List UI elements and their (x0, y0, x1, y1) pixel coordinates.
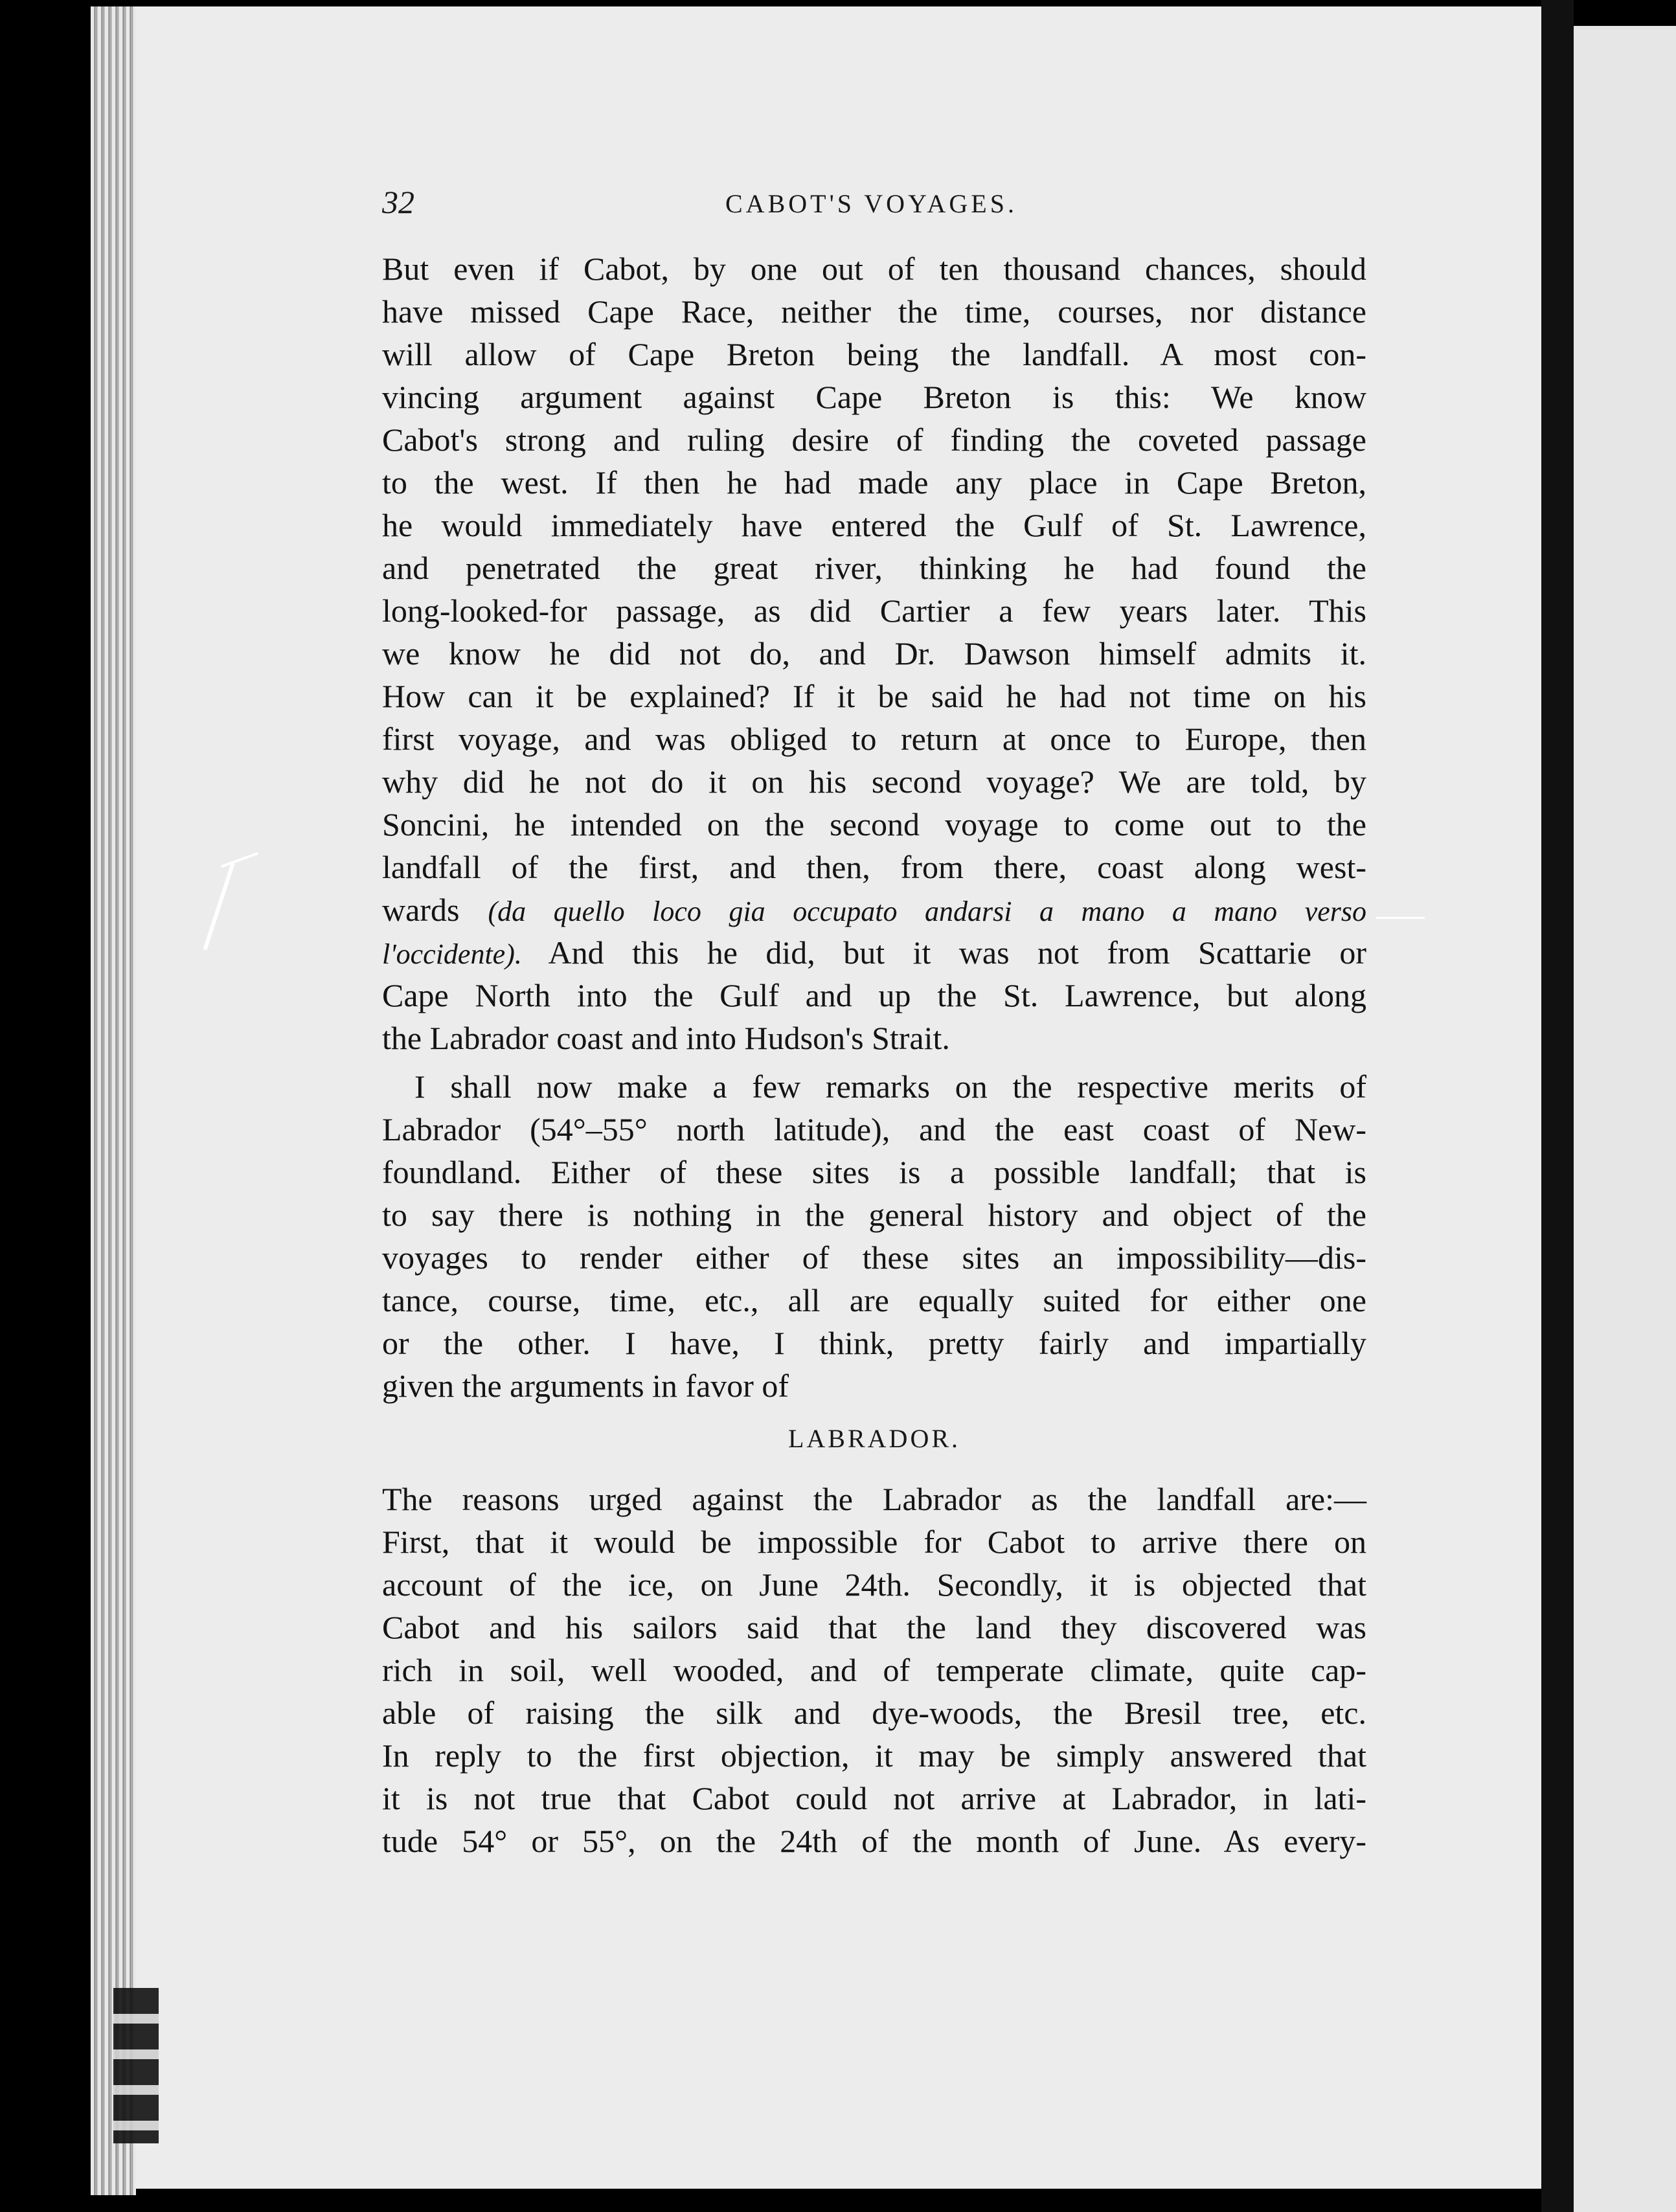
text-line: landfall of the first, and then, from there, coast along west- (382, 849, 1366, 885)
text-line: to say there is nothing in the general history and object of the (382, 1197, 1366, 1233)
text-line: have missed Cape Race, neither the time, courses, nor distance (382, 293, 1366, 330)
text-line: Cabot's strong and ruling desire of finding the coveted passage (382, 422, 1366, 458)
page-edges (91, 6, 136, 2195)
italic-quotation: l'occidente). (382, 938, 522, 970)
paragraph-2 (382, 1065, 1366, 1407)
running-title: CABOT'S VOYAGES. (725, 189, 1017, 218)
text-run: And this he did, but it was not from Scattarie or (548, 934, 1366, 971)
text-line-with-italic (382, 931, 1366, 974)
text-line-with-italic (382, 888, 1366, 931)
text-line: it is not true that Cabot could not arrive at Labrador, in lati- (382, 1780, 1366, 1816)
text-line: Cabot and his sailors said that the land they discovered was (382, 1609, 1366, 1645)
text-line: why did he not do it on his second voyage? We are told, by (382, 763, 1366, 800)
text-line: rich in soil, well wooded, and of temperate climate, quite cap- (382, 1652, 1366, 1688)
text-line: I shall now make a few remarks on the respective merits of (414, 1068, 1366, 1105)
text-line: Labrador (54°–55° north latitude), and the east coast of New- (382, 1111, 1366, 1147)
text-line: given the arguments in favor of (382, 1368, 789, 1404)
text-line: Soncini, he intended on the second voyage to come out to the (382, 806, 1366, 842)
text-run: wards (382, 892, 460, 928)
text-line: First, that it would be impossible for Cabot to arrive there on (382, 1524, 1366, 1560)
text-line: The reasons urged against the Labrador as the landfall are:— (382, 1481, 1366, 1517)
text-line: tude 54° or 55°, on the 24th of the month of June. As every- (382, 1823, 1366, 1859)
page-number: 32 (382, 184, 414, 220)
facing-page-edge (1574, 26, 1676, 2212)
text-line: will allow of Cape Breton being the landfall. A most con- (382, 336, 1366, 372)
text-line: or the other. I have, I think, pretty fairly and impartially (382, 1325, 1366, 1361)
text-line: vincing argument against Cape Breton is this: We know (382, 379, 1366, 415)
text-line: long-looked-for passage, as did Cartier a few years later. This (382, 592, 1366, 629)
text-line: the Labrador coast and into Hudson's Strait. (382, 1020, 950, 1056)
text-line: voyages to render either of these sites an impossibility—dis- (382, 1239, 1366, 1276)
italic-quotation: (da quello loco gia occupato andarsi a mano a mano verso (488, 896, 1367, 927)
text-line: But even if Cabot, by one out of ten thousand chances, should (382, 251, 1366, 287)
section-heading: LABRADOR. (787, 1424, 961, 1453)
text-line: we know he did not do, and Dr. Dawson himself admits it. (382, 635, 1366, 672)
text-line: first voyage, and was obliged to return at once to Europe, then (382, 721, 1366, 757)
text-line: account of the ice, on June 24th. Secondly, it is objected that (382, 1566, 1366, 1603)
gutter-shadow (1541, 0, 1574, 2212)
text-line: foundland. Either of these sites is a possible landfall; that is (382, 1154, 1366, 1190)
paragraph-3 (382, 1478, 1366, 1862)
text-line: Cape North into the Gulf and up the St. Lawrence, but along (382, 977, 1366, 1013)
film-scratch (1376, 917, 1425, 919)
text-line: and penetrated the great river, thinking he had found the (382, 550, 1366, 586)
text-line: to the west. If then he had made any place in Cape Breton, (382, 464, 1366, 501)
binding-marks (113, 1988, 159, 2143)
text-line: able of raising the silk and dye-woods, the Bresil tree, etc. (382, 1695, 1366, 1731)
text-line: In reply to the first objection, it may be simply answered that (382, 1737, 1366, 1774)
text-line: How can it be explained? If it be said he had not time on his (382, 678, 1366, 714)
paragraph-1 (382, 247, 1366, 1059)
text-line: tance, course, time, etc., all are equally suited for either one (382, 1282, 1366, 1318)
text-line: he would immediately have entered the Gulf of St. Lawrence, (382, 507, 1366, 543)
